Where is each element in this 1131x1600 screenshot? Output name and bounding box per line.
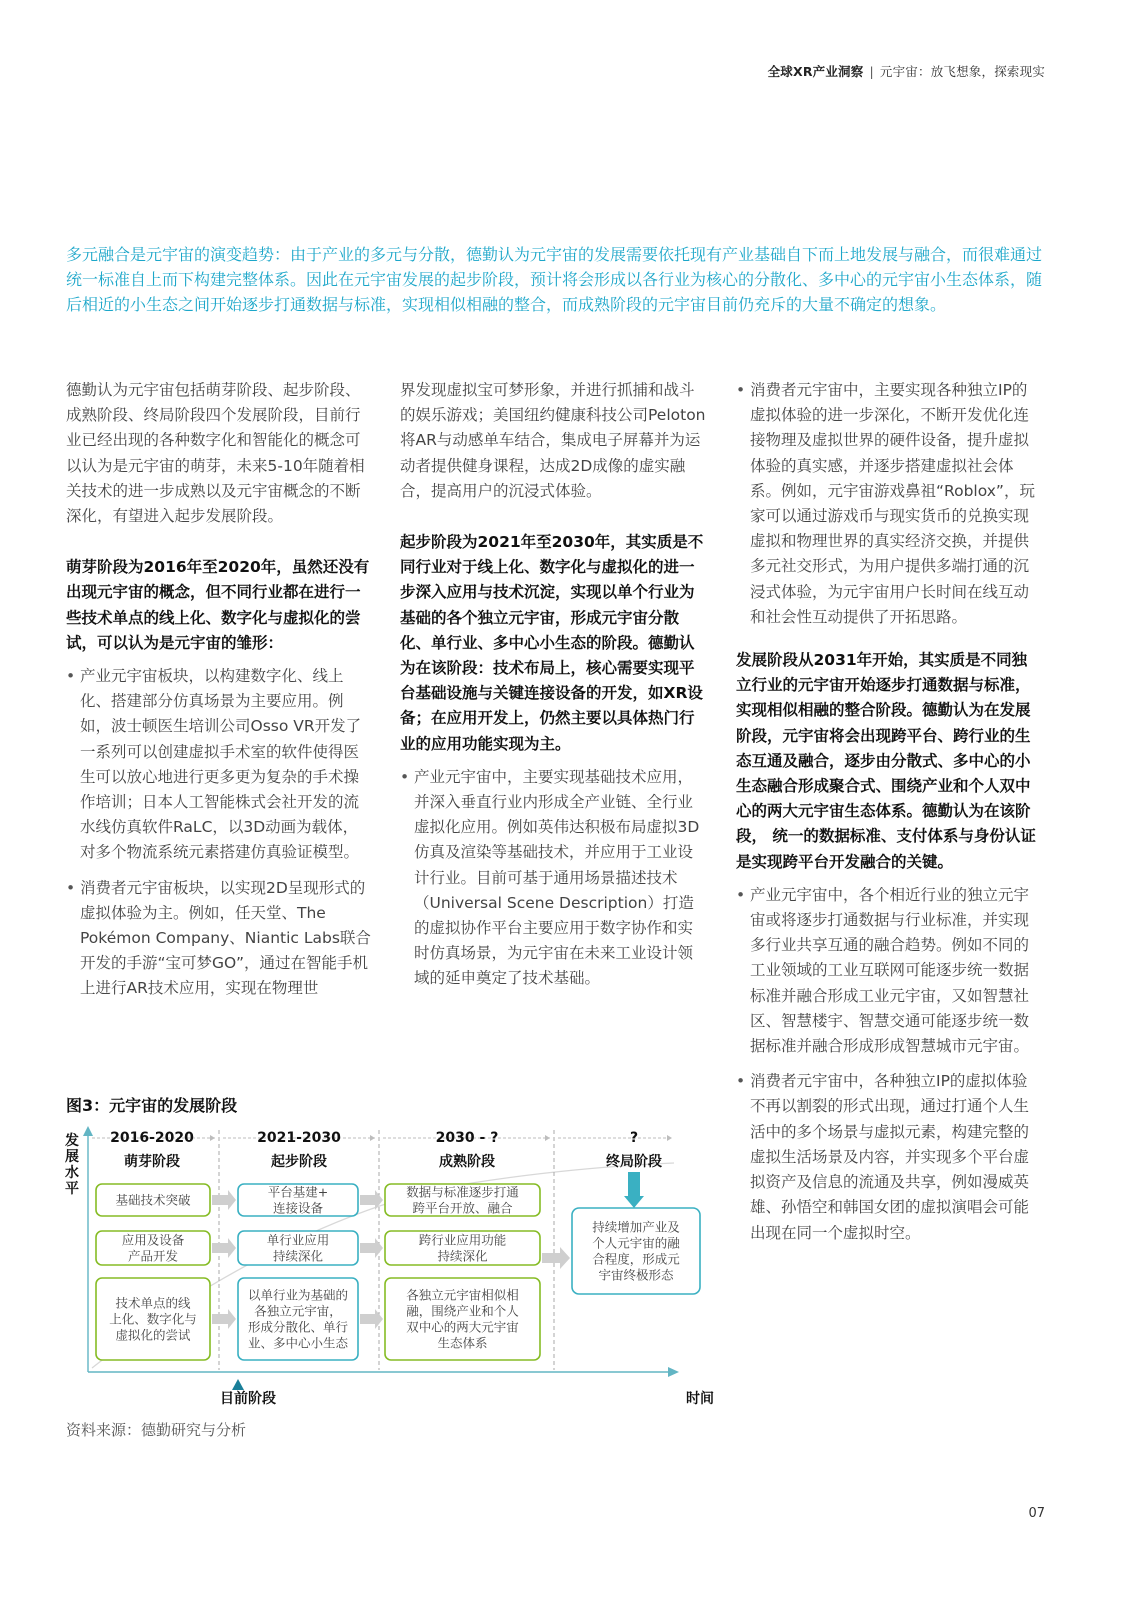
stage-transition-arrow <box>360 1238 383 1258</box>
col3-bullets <box>736 883 1042 1246</box>
x-axis-arrow <box>668 1367 679 1377</box>
y-axis-label-char: 展 <box>65 1148 79 1165</box>
figure-title: 图3：元宇宙的发展阶段 <box>66 1096 238 1115</box>
col3-bullet-0: • 消费者元宇宙中，主要实现各种独立IP的虚拟体验的进一步深化，不断开发优化连接物理及虚拟世界的硬件设备，提升虚拟体验的真实感，并逐步搭建虚拟社会体系。例如，元宇宙游戏鼻祖“Roblox”，玩家可以通过游戏币与现实货币的兑换实现虚拟和物理世界的真实经济交换，并提供多元社交形式，为用户提供多端打通的沉浸式体验，为元宇宙用户长时间在线互动和社会性互动提供了开拓思路。 <box>736 378 1042 630</box>
current-stage-label: 目前阶段 <box>220 1390 276 1407</box>
column-3 <box>736 378 1042 1256</box>
stage-box-text: 单行业应用持续深化 <box>266 1232 330 1264</box>
col1-bullet-1: • 产业元宇宙板块，以构建数字化、线上化、搭建部分仿真场景为主要应用。例如，波士顿医生培训公司Osso VR开发了一系列可以创建虚拟手术室的软件使得医生可以放心地进行更多更为复杂的手术操作培训；日本人工智能株式会社开发的流水线仿真软件RaLC，以3D动画为载体，对多个物流系统元素搭建仿真验证模型。 <box>66 664 372 866</box>
stage-box-text: 跨行业应用功能持续深化 <box>418 1232 507 1264</box>
stage-diagram-svg <box>62 1120 724 1420</box>
stage-name-mature: 成熟阶段 <box>439 1153 495 1170</box>
stage-transition-arrow <box>360 1309 383 1329</box>
final-stage-box-text: 持续增加产业及个人元宇宙的融合程度，形成元宇宙终极形态 <box>592 1219 680 1283</box>
x-axis-label: 时间 <box>686 1390 714 1407</box>
col2-heading: 起步阶段为2021年至2030年，其实质是不同行业对于线上化、数字化与虚拟化的进一步深入应用与技术沉淀，实现以单个行业为基础的各个独立元宇宙，形成元宇宙分散化、单行业、多中心小生态的阶段。德勤认为在该阶段：技术布局上，核心需要实现平台基础设施与关键连接设备的开发，如XR设备；在应用开发上，仍然主要以具体热门行业的应用功能实现为主。 <box>400 533 704 753</box>
col2-bullets <box>400 765 706 992</box>
stage-box-text: 以单行业为基础的各独立元宇宙，形成分散化、单行业、多中心小生态 <box>247 1287 349 1351</box>
intro-paragraph: 多元融合是元宇宙的演变趋势：由于产业的多元与分散，德勤认为元宇宙的发展需要依托现有产业基础自下而上地发展与融合，而很难通过统一标准自上而下构建完整体系。因此在元宇宙发展的起步阶段，预计将会形成以各行业为核心的分散化、多中心的元宇宙小生态体系，随后相近的小生态之间开始逐步打通数据与标准，实现相似相融的整合，而成熟阶段的元宇宙目前仍充斥的大量不确定的想象。 <box>66 245 1043 314</box>
header-subtitle: 元宇宙：放飞想象，探索现实 <box>879 64 1045 79</box>
col2-bullet-1: • 产业元宇宙中，主要实现基础技术应用，并深入垂直行业内形成全产业链、全行业虚拟化应用。例如英伟达积极布局虚拟3D仿真及渲染等基础技术，并应用于工业设计行业。目前可基于通用场景描述技术（Universal Scene Description）打造的虚拟协作平台主要应用于数字协作和实时仿真场景，为元宇宙在未来工业设计领域的延申奠定了技术基础。 <box>400 765 706 992</box>
stage-box-text: 基础技术突破 <box>115 1192 191 1208</box>
col3-bullets-top <box>736 378 1042 630</box>
stage-box-text: 平台基建+连接设备 <box>267 1184 329 1216</box>
stage-name-initial: 起步阶段 <box>271 1153 327 1170</box>
col1-bullets <box>66 664 372 1002</box>
col1-heading: 萌芽阶段为2016年至2020年，虽然还没有出现元宇宙的概念，但不同行业都在进行一些技术单点的线上化、数字化与虚拟化的尝试，可以认为是元宇宙的雏形： <box>66 558 370 652</box>
final-transition-arrow <box>542 1247 570 1269</box>
period-arrow-head <box>370 1135 375 1141</box>
col3-bullet-1: • 产业元宇宙中，各个相近行业的独立元宇宙或将逐步打通数据与行业标准，并实现多行业共享互通的融合趋势。例如不同的工业领域的工业互联网可能逐步统一数据标准并融合形成工业元宇宙，又如智慧社区、智慧楼宇、智慧交通可能逐步统一数据标准并融合形成形成智慧城市元宇宙。 <box>736 883 1042 1059</box>
y-axis-label-char: 发 <box>65 1132 79 1149</box>
stage-transition-arrow <box>212 1238 236 1258</box>
column-1 <box>66 378 372 1012</box>
period-arrow-head <box>545 1135 550 1141</box>
col2-paragraph: 界发现虚拟宝可梦形象，并进行抓捕和战斗的娱乐游戏；美国纽约健康科技公司Peloton将AR与动感单车结合，集成电子屏幕并为运动者提供健身课程，达成2D成像的虚实融合，提高用户的沉浸式体验。 <box>400 381 706 500</box>
source-note: 资料来源：德勤研究与分析 <box>66 1421 247 1439</box>
final-stage-pointer <box>628 1172 640 1198</box>
stage-period-mature: 2030 - ? <box>435 1129 499 1146</box>
stage-period-initial: 2021-2030 <box>257 1129 341 1146</box>
stage-period-budding: 2016-2020 <box>110 1129 194 1146</box>
header-separator: | <box>869 64 874 79</box>
y-axis-label-char: 水 <box>65 1164 79 1181</box>
stage-box-text: 技术单点的线上化、数字化与虚拟化的尝试 <box>109 1295 197 1343</box>
y-axis-arrow <box>83 1126 93 1136</box>
page-number: 07 <box>1028 1506 1045 1521</box>
current-stage-marker-icon <box>232 1379 244 1390</box>
stage-name-final: 终局阶段 <box>606 1153 662 1170</box>
stage-transition-arrow <box>212 1190 236 1210</box>
stage-transition-arrow <box>212 1309 236 1329</box>
final-stage-pointer-tip <box>624 1196 644 1208</box>
col3-bullet-2: • 消费者元宇宙中，各种独立IP的虚拟体验不再以割裂的形式出现，通过打通个人生活中的多个场景与虚拟元素，构建完整的虚拟生活场景及内容，并实现多个平台虚拟资产及信息的流通及共享，例如漫威英雄、孙悟空和韩国女团的虚拟演唱会可能出现在同一个虚拟时空。 <box>736 1069 1042 1245</box>
stage-period-final: ? <box>629 1129 639 1146</box>
stage-diagram <box>62 1120 724 1420</box>
col3-heading: 发展阶段从2031年开始，其实质是不同独立行业的元宇宙开始逐步打通数据与标准，实现相似相融的整合阶段。德勤认为在发展阶段，元宇宙将会出现跨平台、跨行业的生态互通及融合，逐步由分散式、多中心的小生态融合形成聚合式、围绕产业和个人双中心的两大元宇宙生态体系。德勤认为在该阶段， 统一的数据标准、支付体系与身份认证是实现跨平台开发融合的关键。 <box>736 651 1036 871</box>
period-arrow-head <box>210 1135 215 1141</box>
page-header <box>768 62 1045 80</box>
col1-paragraph: 德勤认为元宇宙包括萌芽阶段、起步阶段、成熟阶段、终局阶段四个发展阶段，目前行业已经出现的各种数字化和智能化的概念可以认为是元宇宙的萌芽，未来5-10年随着相关技术的进一步成熟以及元宇宙概念的不断深化，有望进入起步发展阶段。 <box>66 381 365 526</box>
period-arrow-head <box>667 1135 672 1141</box>
stage-box-text: 应用及设备产品开发 <box>121 1232 185 1264</box>
header-title: 全球XR产业洞察 <box>767 64 864 79</box>
y-axis-label-char: 平 <box>65 1180 79 1197</box>
stage-name-budding: 萌芽阶段 <box>124 1153 180 1170</box>
stage-box-text: 数据与标准逐步打通跨平台开放、融合 <box>406 1184 519 1216</box>
stage-transition-arrow <box>360 1190 383 1210</box>
stage-box-text: 各独立元宇宙相似相融，围绕产业和个人双中心的两大元宇宙生态体系 <box>406 1287 519 1351</box>
col1-bullet-2: • 消费者元宇宙板块，以实现2D呈现形式的虚拟体验为主。例如，任天堂、The Pokémon Company、Niantic Labs联合开发的手游“宝可梦GO”，通过在智能手机上进行AR技术应用，实现在物理世 <box>66 876 372 1002</box>
column-2 <box>400 378 706 1002</box>
